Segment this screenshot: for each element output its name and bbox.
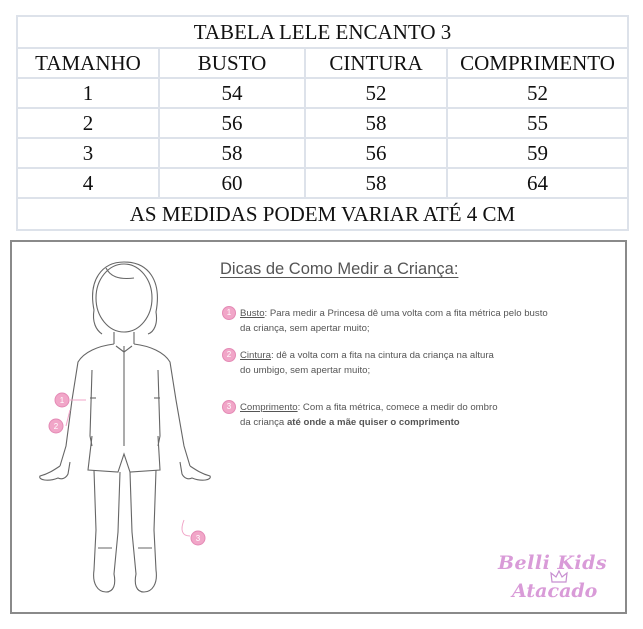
marker-1-label: 1 [59,396,65,405]
marker-2-label: 2 [53,422,59,431]
table-cell: 55 [447,108,628,138]
header-busto: BUSTO [159,48,305,78]
header-cintura: CINTURA [305,48,447,78]
child-figure-illustration [14,250,214,610]
tip-text-line2: do umbigo, sem apertar muito; [240,365,371,376]
table-footer-row [17,198,628,230]
tip-number-badge: 2 [222,348,236,362]
tip-busto [222,306,622,336]
table-cell: 54 [159,78,305,108]
tip-text-line2: da criança, sem apertar muito; [240,323,370,334]
guide-title: Dicas de Como Medir a Criança: [220,260,459,278]
tip-number-badge: 1 [222,306,236,320]
tip-text-bold: até onde a mãe quiser o comprimento [286,417,460,428]
brand-logo [494,548,618,610]
tip-text-line2 [222,415,622,430]
table-cell: 58 [305,108,447,138]
table-header-row [17,48,628,78]
tip-term: Cintura [240,350,271,361]
tip-term: Busto [240,308,265,319]
table-title-row [17,16,628,48]
tip-text: : Para medir a Princesa dê uma volta com a fita métrica pelo busto [264,308,548,319]
table-row [17,78,628,108]
table-cell: 64 [447,168,628,198]
table-cell: 58 [305,168,447,198]
header-comprimento: COMPRIMENTO [447,48,628,78]
size-table [16,15,629,231]
table-cell: 60 [159,168,305,198]
table-cell: 52 [447,78,628,108]
table-cell: 56 [159,108,305,138]
table-cell: 59 [447,138,628,168]
table-row [17,168,628,198]
table-row [17,108,628,138]
logo-text-line1: Belli Kids [498,552,608,574]
header-tamanho: TAMANHO [17,48,159,78]
marker-3-label: 3 [195,534,201,543]
tip-comprimento [222,400,622,430]
tip-term: Comprimento [240,402,298,413]
tip-number-badge: 3 [222,400,236,414]
table-cell: 58 [159,138,305,168]
tip-cintura [222,348,622,378]
table-title: TABELA LELE ENCANTO 3 [17,16,628,48]
tip-text-plain: da criança [240,417,287,428]
logo-text-line2: Atacado [512,580,598,602]
table-cell: 3 [17,138,159,168]
table-cell: 56 [305,138,447,168]
table-cell: 52 [305,78,447,108]
table-cell: 4 [17,168,159,198]
measurement-guide [10,240,627,614]
table-cell: 2 [17,108,159,138]
tip-text: : Com a fita métrica, comece a medir do ombro [297,402,498,413]
table-row [17,138,628,168]
table-footer-note: AS MEDIDAS PODEM VARIAR ATÉ 4 CM [17,198,628,230]
tip-text: : dê a volta com a fita na cintura da criança na altura [270,350,494,361]
table-cell: 1 [17,78,159,108]
